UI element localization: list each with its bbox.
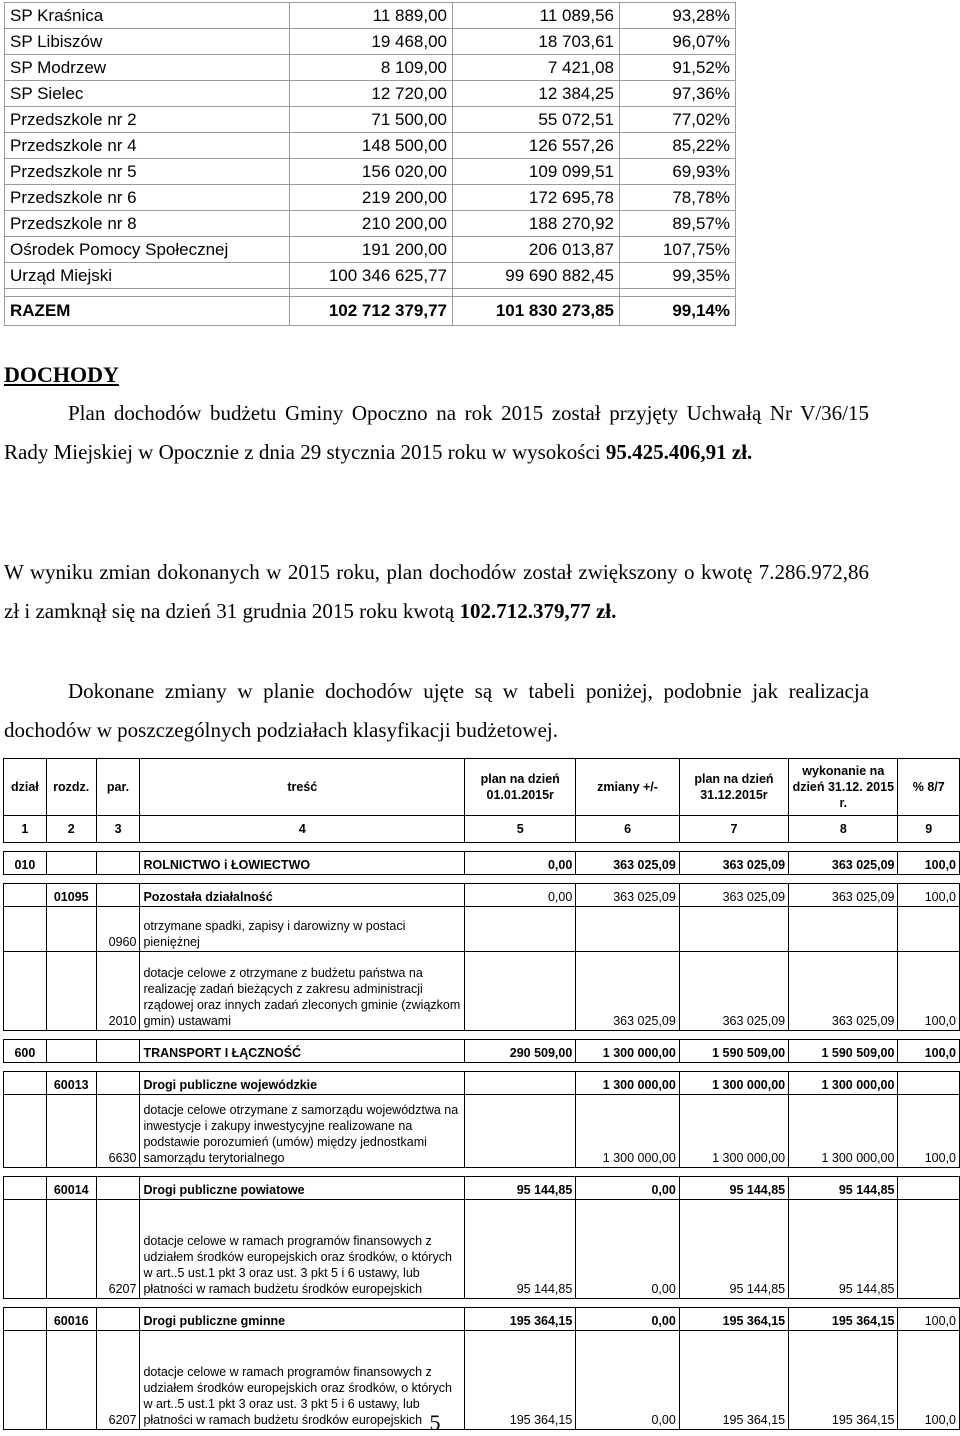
cell-plan-start: 0,00 <box>465 884 576 907</box>
summary-row <box>5 133 736 159</box>
summary-unit-name: Przedszkole nr 2 <box>5 107 290 133</box>
cell-zmiany: 363 025,09 <box>576 952 679 1031</box>
cell-tresc: dotacje celowe otrzymane z samorządu województwa na inwestycje i zakupy inwestycyjne realizowane na podstawie porozumień (umów) między jednostkami samorządu terytorialnego <box>140 1095 465 1168</box>
index-cell: 2 <box>46 816 96 843</box>
spacer-cell <box>679 1063 788 1072</box>
cell-rozdz <box>46 952 96 1031</box>
summary-percent: 96,07% <box>620 29 736 55</box>
summary-execution: 18 703,61 <box>453 29 620 55</box>
cell-par: 6207 <box>96 1331 140 1430</box>
cell-dzial <box>4 907 47 952</box>
summary-percent: 89,57% <box>620 211 736 237</box>
index-cell: 6 <box>576 816 679 843</box>
budget-paragraph-row <box>4 952 960 1031</box>
summary-unit-name: SP Libiszów <box>5 29 290 55</box>
summary-row <box>5 211 736 237</box>
spacer-cell <box>140 1063 465 1072</box>
cell-plan-start: 290 509,00 <box>465 1040 576 1063</box>
spacer-cell <box>679 875 788 884</box>
spacer-cell <box>898 1168 960 1177</box>
index-cell: 3 <box>96 816 140 843</box>
cell-zmiany: 363 025,09 <box>576 884 679 907</box>
cell-dzial: 010 <box>4 852 47 875</box>
cell-percent: 100,0 <box>898 1040 960 1063</box>
summary-execution: 99 690 882,45 <box>453 263 620 289</box>
cell-dzial <box>4 1095 47 1168</box>
budget-section-row <box>4 1040 960 1063</box>
cell-dzial: 600 <box>4 1040 47 1063</box>
budget-index-row <box>4 816 960 843</box>
cell-percent: 100,0 <box>898 884 960 907</box>
cell-tresc: otrzymane spadki, zapisy i darowizny w postaci pieniężnej <box>140 907 465 952</box>
spacer-cell <box>96 875 140 884</box>
spacer-cell <box>46 1031 96 1040</box>
cell-zmiany: 363 025,09 <box>576 852 679 875</box>
spacer-row <box>4 875 960 884</box>
budget-paragraph-row <box>4 907 960 952</box>
summary-row <box>5 55 736 81</box>
cell-plan-end: 195 364,15 <box>679 1308 788 1331</box>
section-heading: DOCHODY <box>4 362 119 387</box>
summary-plan: 156 020,00 <box>290 159 453 185</box>
spacer-cell <box>4 875 47 884</box>
spacer-cell <box>898 1031 960 1040</box>
budget-chapter-row <box>4 1308 960 1331</box>
spacer-cell <box>96 1168 140 1177</box>
summary-unit-name: Urząd Miejski <box>5 263 290 289</box>
header-zmiany <box>576 759 679 816</box>
budget-chapter-row <box>4 1072 960 1095</box>
budget-header-row <box>4 759 960 816</box>
cell-tresc: Pozostała działalność <box>140 884 465 907</box>
summary-unit-name: SP Sielec <box>5 81 290 107</box>
budget-section-row <box>4 852 960 875</box>
spacer-cell <box>140 1031 465 1040</box>
summary-row <box>5 29 736 55</box>
cell-rozdz <box>46 852 96 875</box>
cell-wykonanie: 363 025,09 <box>789 852 898 875</box>
plan-amount: 95.425.406,91 zł. <box>605 440 753 464</box>
cell-plan-start: 195 364,15 <box>465 1331 576 1430</box>
spacer-cell <box>140 843 465 852</box>
cell-percent: 100,0 <box>898 852 960 875</box>
summary-execution: 11 089,56 <box>453 3 620 29</box>
cell-plan-start: 0,00 <box>465 852 576 875</box>
summary-percent: 99,14% <box>620 297 736 326</box>
spacer-cell <box>789 1063 898 1072</box>
index-cell: 1 <box>4 816 47 843</box>
cell-plan-start: 95 144,85 <box>465 1200 576 1299</box>
cell-par <box>96 884 140 907</box>
cell-zmiany: 0,00 <box>576 1177 679 1200</box>
summary-percent: 78,78% <box>620 185 736 211</box>
cell-dzial <box>4 952 47 1031</box>
cell-par: 6207 <box>96 1200 140 1299</box>
cell-rozdz: 01095 <box>46 884 96 907</box>
cell-percent <box>898 1200 960 1299</box>
cell-plan-start <box>465 907 576 952</box>
paragraph-plan-text: Plan dochodów budżetu Gminy Opoczno na rok 2015 został przyjęty Uchwałą Nr V/36/15 Rady Miejskiej w Opocznie z dnia 29 stycznia 2015 roku w wysokości <box>4 401 869 464</box>
summary-row <box>5 3 736 29</box>
summary-unit-name: SP Kraśnica <box>5 3 290 29</box>
spacer-cell <box>465 1031 576 1040</box>
header-dzial: dział <box>4 759 47 816</box>
index-cell: 9 <box>898 816 960 843</box>
budget-paragraph-row <box>4 1200 960 1299</box>
cell-par: 6630 <box>96 1095 140 1168</box>
spacer-cell <box>898 843 960 852</box>
cell-rozdz: 60013 <box>46 1072 96 1095</box>
cell-plan-end: 195 364,15 <box>679 1331 788 1430</box>
summary-unit-name: Przedszkole nr 6 <box>5 185 290 211</box>
spacer-cell <box>789 1299 898 1308</box>
cell-plan-end: 363 025,09 <box>679 952 788 1031</box>
cell-dzial <box>4 1308 47 1331</box>
summary-gap-cell <box>290 289 453 297</box>
header-wykonanie <box>789 759 898 816</box>
header-rozdz: rozdz. <box>46 759 96 816</box>
summary-execution: 55 072,51 <box>453 107 620 133</box>
cell-rozdz <box>46 1200 96 1299</box>
summary-plan: 102 712 379,77 <box>290 297 453 326</box>
cell-rozdz: 60014 <box>46 1177 96 1200</box>
spacer-cell <box>96 843 140 852</box>
cell-dzial <box>4 1072 47 1095</box>
summary-plan: 219 200,00 <box>290 185 453 211</box>
cell-tresc: dotacje celowe w ramach programów finansowych z udziałem środków europejskich oraz środków, o których w art..5 ust.1 pkt 3 oraz ust. 3 pkt 5 i 6 ustawy, lub płatności w ramach budżetu środków europejskich <box>140 1331 465 1430</box>
cell-rozdz: 60016 <box>46 1308 96 1331</box>
header-percent-text: % 8/7 <box>912 780 945 794</box>
summary-table-body <box>5 3 736 326</box>
spacer-cell <box>4 1168 47 1177</box>
cell-wykonanie: 363 025,09 <box>789 884 898 907</box>
spacer-cell <box>898 1063 960 1072</box>
spacer-cell <box>4 843 47 852</box>
paragraph-changes-text: W wyniku zmian dokonanych w 2015 roku, plan dochodów został zwiększony o kwotę 7.286.972,86 zł i zamknął się na dzień 31 grudnia 2015 roku kwotą <box>4 560 869 623</box>
spacer-cell <box>96 1031 140 1040</box>
summary-unit-name: Przedszkole nr 8 <box>5 211 290 237</box>
summary-gap-cell <box>620 289 736 297</box>
cell-percent: 100,0 <box>898 1308 960 1331</box>
spacer-cell <box>4 1063 47 1072</box>
spacer-cell <box>46 1168 96 1177</box>
summary-unit-name: Przedszkole nr 5 <box>5 159 290 185</box>
cell-par <box>96 1040 140 1063</box>
cell-plan-end: 95 144,85 <box>679 1200 788 1299</box>
summary-percent: 93,28% <box>620 3 736 29</box>
summary-percent: 85,22% <box>620 133 736 159</box>
spacer-cell <box>465 843 576 852</box>
summary-plan: 210 200,00 <box>290 211 453 237</box>
spacer-cell <box>96 1063 140 1072</box>
summary-plan: 148 500,00 <box>290 133 453 159</box>
spacer-cell <box>789 1168 898 1177</box>
spacer-cell <box>96 1299 140 1308</box>
summary-unit-name: Ośrodek Pomocy Społecznej <box>5 237 290 263</box>
header-par: par. <box>96 759 140 816</box>
paragraph-details <box>4 672 869 750</box>
summary-gap-cell <box>453 289 620 297</box>
spacer-cell <box>789 1031 898 1040</box>
spacer-cell <box>576 1063 679 1072</box>
cell-wykonanie: 195 364,15 <box>789 1331 898 1430</box>
cell-tresc: TRANSPORT I ŁĄCZNOŚĆ <box>140 1040 465 1063</box>
budget-table <box>3 758 960 1430</box>
summary-execution: 126 557,26 <box>453 133 620 159</box>
cell-wykonanie <box>789 907 898 952</box>
cell-plan-end: 1 300 000,00 <box>679 1072 788 1095</box>
summary-plan: 100 346 625,77 <box>290 263 453 289</box>
cell-par <box>96 1072 140 1095</box>
budget-table-body <box>4 759 960 1430</box>
spacer-cell <box>140 1168 465 1177</box>
summary-plan: 71 500,00 <box>290 107 453 133</box>
summary-percent: 91,52% <box>620 55 736 81</box>
spacer-cell <box>140 1299 465 1308</box>
spacer-row <box>4 843 960 852</box>
summary-execution: 172 695,78 <box>453 185 620 211</box>
paragraph-changes <box>4 553 869 631</box>
summary-gap-cell <box>5 289 290 297</box>
spacer-cell <box>679 1299 788 1308</box>
cell-zmiany: 1 300 000,00 <box>576 1095 679 1168</box>
spacer-cell <box>576 1168 679 1177</box>
cell-wykonanie: 1 300 000,00 <box>789 1072 898 1095</box>
cell-wykonanie: 95 144,85 <box>789 1177 898 1200</box>
summary-execution: 101 830 273,85 <box>453 297 620 326</box>
final-plan-amount: 102.712.379,77 zł. <box>459 599 617 623</box>
summary-percent: 107,75% <box>620 237 736 263</box>
summary-row <box>5 237 736 263</box>
budget-chapter-row <box>4 1177 960 1200</box>
spacer-cell <box>576 1031 679 1040</box>
summary-plan: 11 889,00 <box>290 3 453 29</box>
spacer-cell <box>679 843 788 852</box>
summary-unit-name: SP Modrzew <box>5 55 290 81</box>
cell-zmiany: 1 300 000,00 <box>576 1040 679 1063</box>
cell-dzial <box>4 884 47 907</box>
cell-wykonanie: 1 590 509,00 <box>789 1040 898 1063</box>
cell-plan-start <box>465 952 576 1031</box>
paragraph-plan <box>4 394 869 472</box>
paragraph-details-text: Dokonane zmiany w planie dochodów ujęte są w tabeli poniżej, podobnie jak realizacja dochodów w poszczególnych podziałach klasyfikacji budżetowej. <box>4 679 869 742</box>
header-zmiany-text: zmiany +/- <box>597 780 658 794</box>
cell-rozdz <box>46 1040 96 1063</box>
cell-wykonanie: 95 144,85 <box>789 1200 898 1299</box>
cell-par <box>96 852 140 875</box>
spacer-row <box>4 1031 960 1040</box>
summary-percent: 69,93% <box>620 159 736 185</box>
summary-plan: 8 109,00 <box>290 55 453 81</box>
cell-tresc: dotacje celowe z otrzymane z budżetu państwa na realizację zadań bieżących z zakresu administracji rządowej oraz innych zadań zleconych gminie (związkom gmin) ustawami <box>140 952 465 1031</box>
cell-percent <box>898 907 960 952</box>
cell-par: 2010 <box>96 952 140 1031</box>
cell-percent <box>898 1177 960 1200</box>
cell-tresc: dotacje celowe w ramach programów finansowych z udziałem środków europejskich oraz środków, o których w art..5 ust.1 pkt 3 oraz ust. 3 pkt 5 i 6 ustawy, lub płatności w ramach budżetu środków europejskich <box>140 1200 465 1299</box>
cell-dzial <box>4 1200 47 1299</box>
spacer-cell <box>576 843 679 852</box>
cell-plan-start: 95 144,85 <box>465 1177 576 1200</box>
spacer-cell <box>898 1299 960 1308</box>
cell-plan-end: 363 025,09 <box>679 852 788 875</box>
cell-plan-end: 1 590 509,00 <box>679 1040 788 1063</box>
cell-rozdz <box>46 907 96 952</box>
cell-dzial <box>4 1177 47 1200</box>
cell-plan-start <box>465 1072 576 1095</box>
summary-gap-row <box>5 289 736 297</box>
index-cell: 5 <box>465 816 576 843</box>
cell-wykonanie: 363 025,09 <box>789 952 898 1031</box>
summary-total-row <box>5 297 736 326</box>
header-percent <box>898 759 960 816</box>
summary-plan: 12 720,00 <box>290 81 453 107</box>
summary-execution: 12 384,25 <box>453 81 620 107</box>
summary-row <box>5 263 736 289</box>
cell-percent: 100,0 <box>898 1331 960 1430</box>
index-cell: 8 <box>789 816 898 843</box>
spacer-row <box>4 1299 960 1308</box>
page-number: 5 <box>429 1410 441 1435</box>
summary-execution: 206 013,87 <box>453 237 620 263</box>
cell-plan-end: 363 025,09 <box>679 884 788 907</box>
spacer-cell <box>789 875 898 884</box>
spacer-cell <box>46 1299 96 1308</box>
cell-wykonanie: 195 364,15 <box>789 1308 898 1331</box>
cell-tresc: Drogi publiczne gminne <box>140 1308 465 1331</box>
summary-execution: 109 099,51 <box>453 159 620 185</box>
cell-tresc: ROLNICTWO i ŁOWIECTWO <box>140 852 465 875</box>
summary-execution: 188 270,92 <box>453 211 620 237</box>
summary-row <box>5 159 736 185</box>
spacer-cell <box>46 1063 96 1072</box>
spacer-cell <box>898 875 960 884</box>
spacer-cell <box>679 1168 788 1177</box>
summary-percent: 99,35% <box>620 263 736 289</box>
spacer-cell <box>4 1031 47 1040</box>
header-plan-start-text: plan na dzień 01.01.2015r <box>480 772 560 802</box>
summary-percent: 77,02% <box>620 107 736 133</box>
header-plan-end-text: plan na dzień 31.12.2015r <box>694 772 774 802</box>
cell-zmiany <box>576 907 679 952</box>
summary-unit-name: RAZEM <box>5 297 290 326</box>
index-cell: 4 <box>140 816 465 843</box>
summary-row <box>5 107 736 133</box>
header-wykonanie-text: wykonanie na dzień 31.12. 2015 r. <box>792 764 895 810</box>
cell-plan-end: 1 300 000,00 <box>679 1095 788 1168</box>
summary-table <box>4 2 736 326</box>
summary-row <box>5 81 736 107</box>
summary-execution: 7 421,08 <box>453 55 620 81</box>
spacer-cell <box>46 843 96 852</box>
cell-zmiany: 0,00 <box>576 1331 679 1430</box>
cell-zmiany: 0,00 <box>576 1308 679 1331</box>
cell-percent <box>898 1072 960 1095</box>
budget-paragraph-row <box>4 1095 960 1168</box>
cell-par <box>96 1177 140 1200</box>
cell-zmiany: 0,00 <box>576 1200 679 1299</box>
cell-par: 0960 <box>96 907 140 952</box>
spacer-cell <box>576 1299 679 1308</box>
cell-par <box>96 1308 140 1331</box>
cell-plan-end <box>679 907 788 952</box>
summary-row <box>5 185 736 211</box>
summary-percent: 97,36% <box>620 81 736 107</box>
header-tresc: treść <box>140 759 465 816</box>
index-cell: 7 <box>679 816 788 843</box>
summary-plan: 191 200,00 <box>290 237 453 263</box>
spacer-cell <box>46 875 96 884</box>
cell-wykonanie: 1 300 000,00 <box>789 1095 898 1168</box>
spacer-cell <box>576 875 679 884</box>
header-plan-end <box>679 759 788 816</box>
spacer-cell <box>465 1168 576 1177</box>
header-plan-start <box>465 759 576 816</box>
cell-plan-end: 95 144,85 <box>679 1177 788 1200</box>
spacer-cell <box>789 843 898 852</box>
summary-plan: 19 468,00 <box>290 29 453 55</box>
spacer-cell <box>140 875 465 884</box>
cell-plan-start: 195 364,15 <box>465 1308 576 1331</box>
spacer-cell <box>679 1031 788 1040</box>
spacer-cell <box>4 1299 47 1308</box>
cell-tresc: Drogi publiczne wojewódzkie <box>140 1072 465 1095</box>
cell-tresc: Drogi publiczne powiatowe <box>140 1177 465 1200</box>
budget-chapter-row <box>4 884 960 907</box>
summary-unit-name: Przedszkole nr 4 <box>5 133 290 159</box>
spacer-row <box>4 1168 960 1177</box>
cell-rozdz <box>46 1095 96 1168</box>
spacer-row <box>4 1063 960 1072</box>
cell-percent: 100,0 <box>898 952 960 1031</box>
spacer-cell <box>465 875 576 884</box>
cell-plan-start <box>465 1095 576 1168</box>
cell-percent: 100,0 <box>898 1095 960 1168</box>
spacer-cell <box>465 1063 576 1072</box>
spacer-cell <box>465 1299 576 1308</box>
cell-zmiany: 1 300 000,00 <box>576 1072 679 1095</box>
